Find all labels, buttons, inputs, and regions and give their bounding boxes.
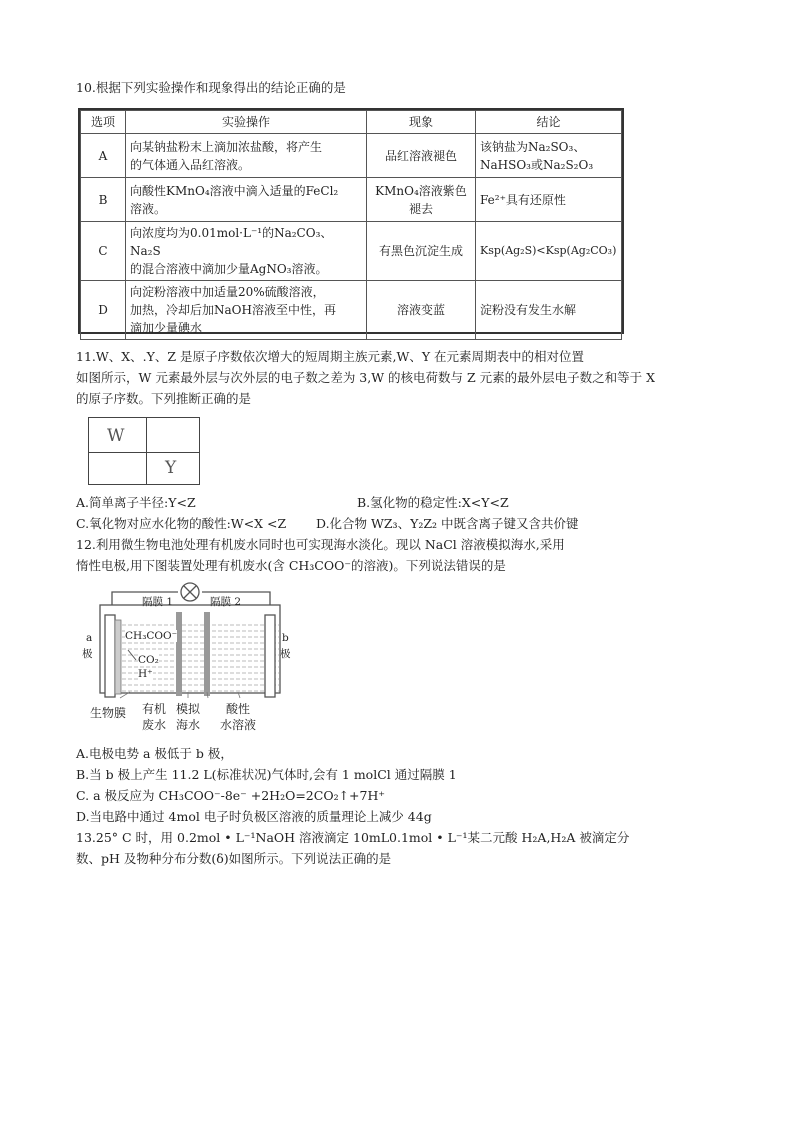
q13-stem-line1: 13.25° C 时，用 0.2mol • L⁻¹NaOH 溶液滴定 10mL0.1mol • L⁻¹某二元酸 H₂A,H₂A 被滴定分 — [76, 830, 630, 845]
label-acid-1: 酸性 — [226, 702, 251, 716]
text-line: 的混合溶液中滴加少量AgNO₃溶液。 — [130, 262, 328, 276]
grid-y-label: Y — [165, 458, 177, 478]
q12-stem-line2: 惰性电极,用下图装置处理有机废水(含 CH₃COO⁻的溶液)。下列说法错误的是 — [76, 558, 506, 573]
q11-option-b: B.氢化物的稳定性:X<Y<Z — [357, 495, 509, 510]
bulb-icon — [181, 583, 199, 601]
text-line: 的气体通入品红溶液。 — [130, 157, 251, 172]
row-phenomenon — [367, 134, 476, 178]
row-operation — [126, 134, 367, 178]
electrode-b-label: b — [282, 632, 289, 644]
table-row — [81, 134, 622, 178]
q12-option-a: A.电极电势 a 极低于 b 极， — [76, 746, 233, 761]
electrode-b — [265, 615, 275, 697]
row-phenomenon — [367, 222, 476, 281]
header-conclusion: 结论 — [476, 111, 622, 134]
label-acid-2: 水溶液 — [220, 718, 257, 732]
membrane-2 — [204, 612, 210, 696]
text-line: 该钠盐为Na₂SO₃、 — [480, 139, 586, 154]
q13-stem-line2: 数、pH 及物种分布分数(δ)如图所示。下列说法正确的是 — [76, 851, 392, 866]
row-operation — [126, 222, 367, 281]
text-line: 向淀粉溶液中加适量20%硫酸溶液， — [130, 285, 325, 299]
q10-table — [78, 108, 624, 334]
row-option: D — [81, 281, 126, 340]
table-row — [81, 222, 622, 281]
q11-stem-line2: 如图所示，W 元素最外层与次外层的电子数之差为 3,W 的核电荷数与 Z 元素的最外层电子数之和等于 X — [76, 370, 656, 385]
text-line: 向浓度均为0.01mol·L⁻¹的Na₂CO₃、Na₂S — [130, 226, 333, 258]
electrode-b-ji: 极 — [280, 648, 291, 660]
text-line: 有黑色沉淀生成 — [378, 244, 463, 258]
header-option: 选项 — [81, 111, 126, 134]
row-conclusion — [476, 281, 622, 340]
row-option: C — [81, 222, 126, 281]
electrode-a-label: a — [86, 632, 93, 644]
text-line: 褪去 — [408, 201, 433, 216]
periodic-table-grid — [88, 417, 200, 485]
text-line: 加热，冷却后加NaOH溶液至中性，再 — [130, 303, 336, 317]
row-conclusion — [476, 178, 622, 222]
row-phenomenon — [367, 281, 476, 340]
q12-option-d: D.当电路中通过 4mol 电子时负极区溶液的质量理论上减少 44g — [76, 809, 432, 824]
grid-divider — [146, 418, 147, 484]
grid-divider — [89, 452, 199, 453]
label-organic-1: 有机 — [142, 702, 167, 716]
q11-stem-line3: 的原子序数。下列推断正确的是 — [76, 391, 252, 406]
label-sea-2: 海水 — [176, 718, 201, 732]
membrane-1 — [176, 612, 182, 696]
label-sea-1: 模拟 — [176, 702, 201, 716]
ion-acetate: CH₃COO⁻ — [125, 630, 178, 642]
text-line: Ksp(Ag₂S)<Ksp(Ag₂CO₃) — [480, 244, 617, 257]
text-line: 向酸性KMnO₄溶液中滴入适量的FeCl₂ — [130, 183, 339, 198]
text-line: 淀粉没有发生水解 — [480, 303, 577, 317]
text-line: NaHSO₃或Na₂S₂O₃ — [480, 157, 594, 172]
q12-option-b: B.当 b 极上产生 11.2 L(标准状况)气体时,会有 1 molCl 通过隔膜 1 — [76, 767, 457, 782]
table-row — [81, 281, 622, 340]
text-line: 品红溶液褪色 — [384, 148, 457, 163]
q12-stem-line1: 12.利用微生物电池处理有机废水同时也可实现海水淡化。现以 NaCl 溶液模拟海水,采用 — [76, 537, 565, 552]
q11-option-a: A.简单离子半径:Y<Z — [76, 495, 196, 510]
q10-stem: 10.根据下列实验操作和现象得出的结论正确的是 — [76, 80, 346, 95]
ion-h: H⁺ — [138, 668, 153, 680]
q11-stem-line1: 11.W、X、.Y、Z 是原子序数依次增大的短周期主族元素,W、Y 在元素周期表中的相对位置 — [76, 349, 585, 364]
q12-option-c: C. a 极反应为 CH₃COO⁻-8e⁻ +2H₂O=2CO₂↑+7H⁺ — [76, 788, 385, 803]
row-option: A — [81, 134, 126, 178]
header-operation: 实验操作 — [126, 111, 367, 134]
header-phenomenon: 现象 — [367, 111, 476, 134]
row-operation — [126, 178, 367, 222]
microbial-cell-diagram — [80, 580, 310, 740]
label-organic-2: 废水 — [142, 718, 167, 732]
membrane-1-label: 隔膜 1 — [142, 596, 174, 608]
text-line: Fe²⁺具有还原性 — [480, 192, 566, 207]
membrane-2-label: 隔膜 2 — [210, 596, 242, 608]
ion-co2: CO₂ — [138, 654, 159, 666]
q11-option-c: C.氧化物对应水化物的酸性:W<X <Z — [76, 516, 287, 531]
row-phenomenon — [367, 178, 476, 222]
table-row — [81, 178, 622, 222]
label-biofilm: 生物膜 — [90, 706, 127, 720]
row-option: B — [81, 178, 126, 222]
text-line: 溶液变蓝 — [396, 303, 445, 317]
grid-w-label: W — [107, 426, 125, 446]
q11-option-d: D.化合物 WZ₃、Y₂Z₂ 中既含离子键又含共价键 — [316, 516, 579, 531]
row-conclusion — [476, 134, 622, 178]
text-line: KMnO₄溶液紫色 — [375, 183, 467, 198]
text-line: 滴加少量碘水 — [130, 321, 203, 335]
row-operation — [126, 281, 367, 340]
electrode-a — [105, 615, 115, 697]
biofilm — [115, 620, 121, 694]
text-line: 向某钠盐粉末上滴加浓盐酸，将产生 — [130, 139, 323, 154]
electrode-a-ji: 极 — [82, 648, 93, 660]
table-header-row — [81, 111, 622, 134]
row-conclusion — [476, 222, 622, 281]
text-line: 溶液。 — [130, 201, 167, 216]
